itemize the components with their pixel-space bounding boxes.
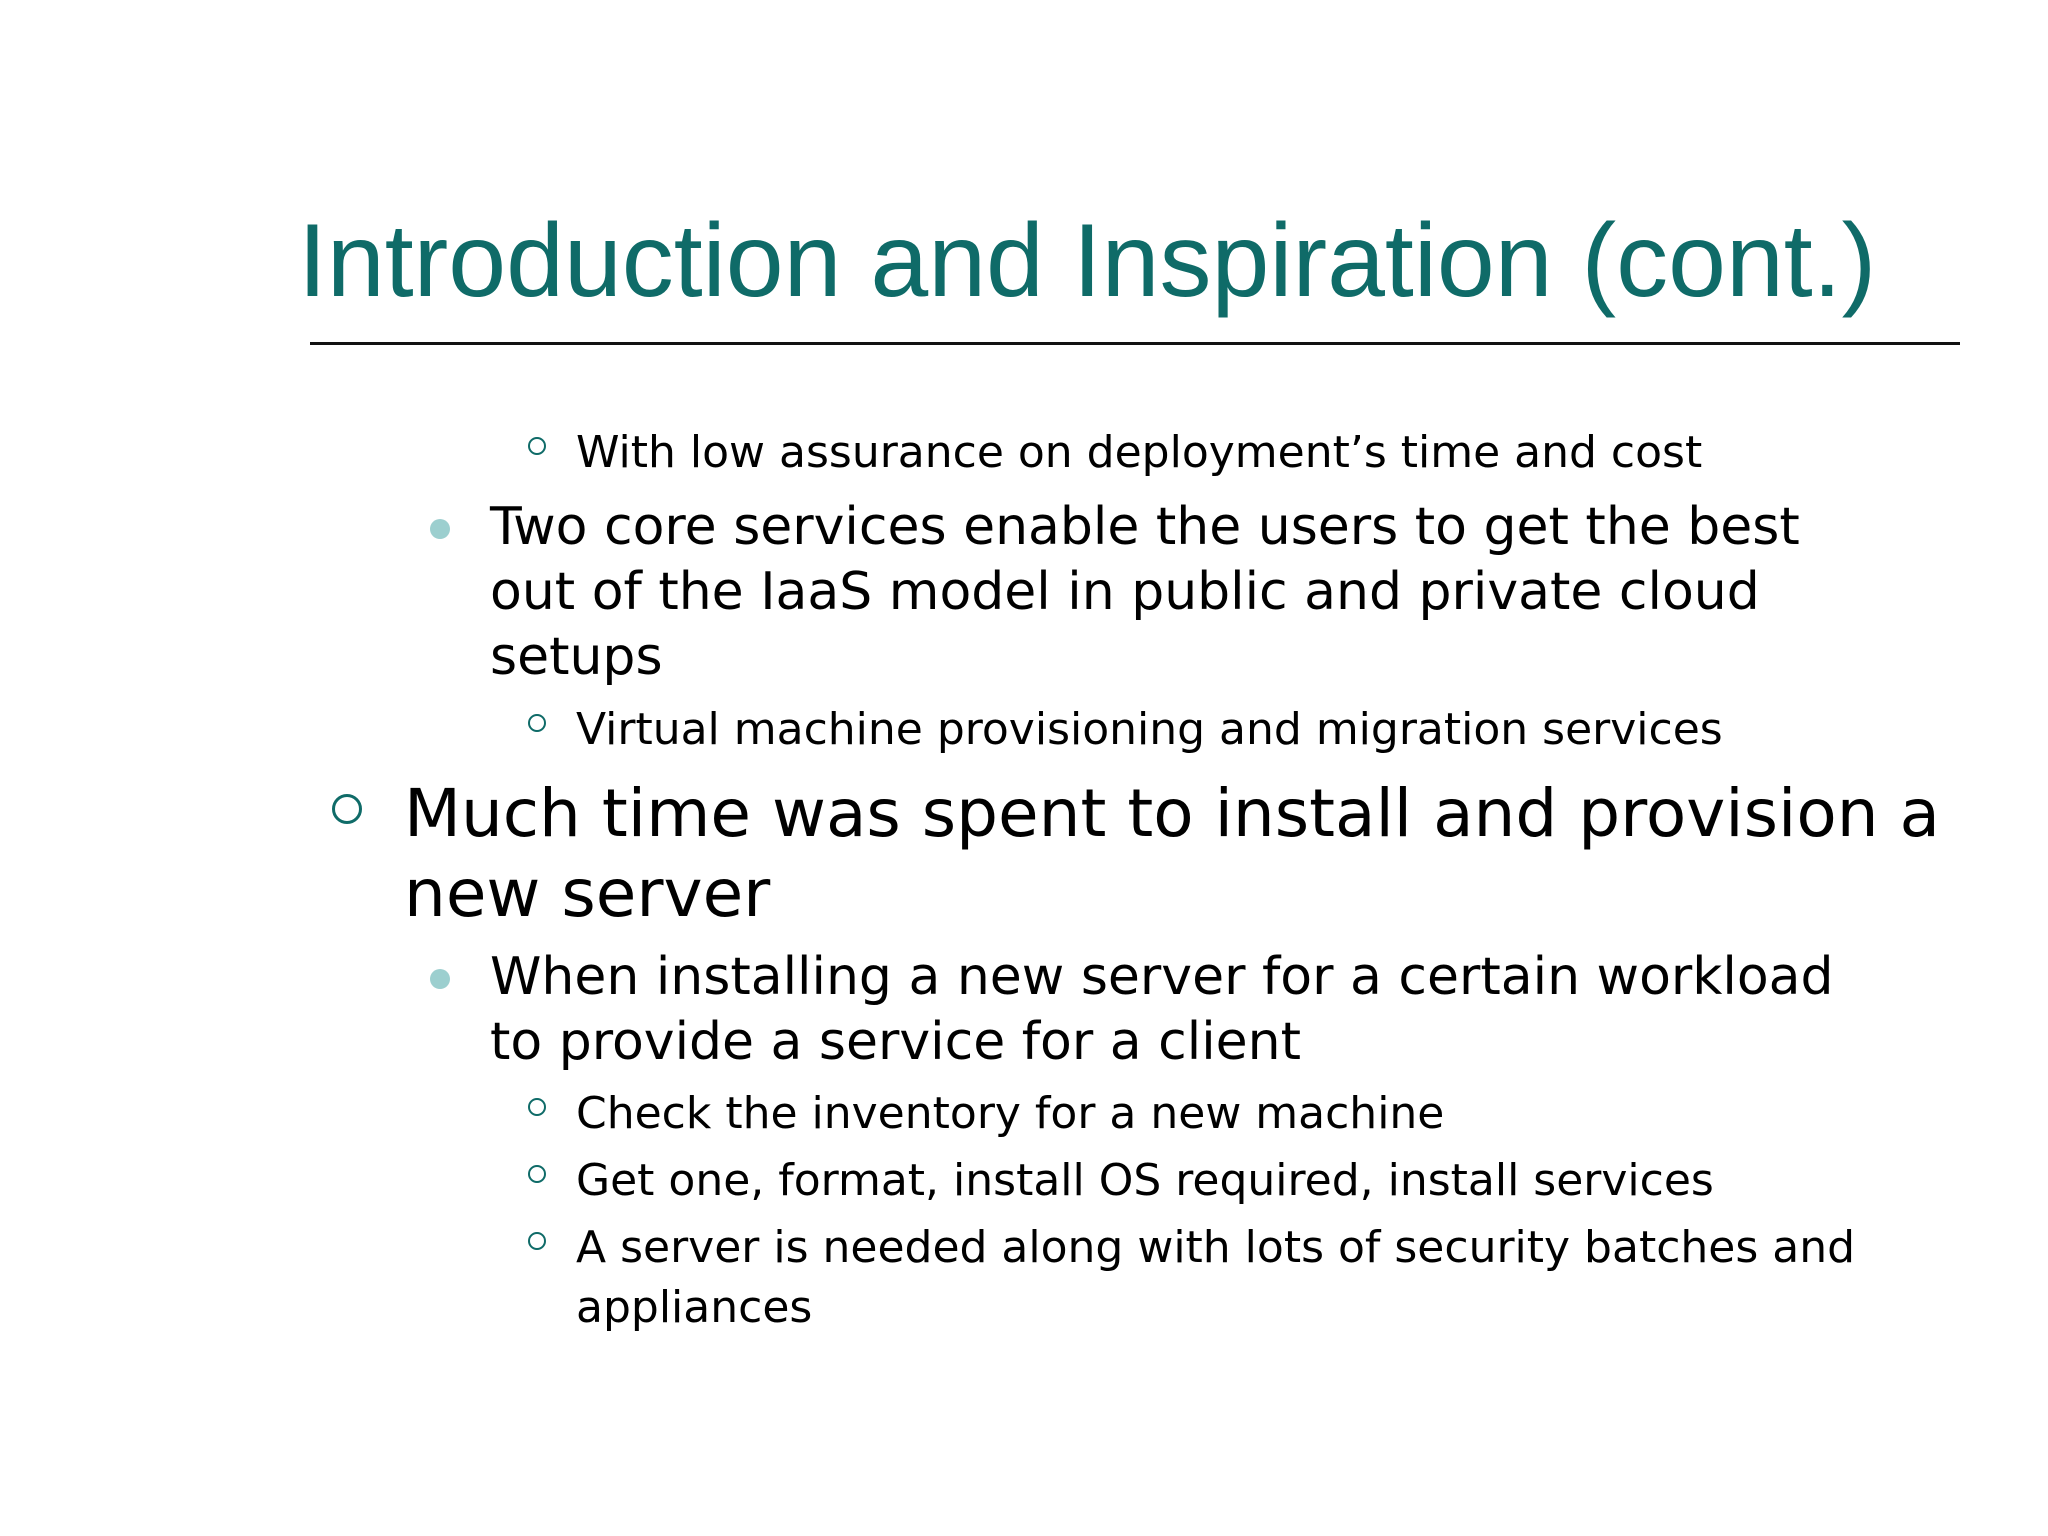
bullet-text-line: new server	[404, 855, 771, 932]
bullet-text: Virtual machine provisioning and migration services	[576, 704, 1723, 755]
sub-bullet-server-needed	[576, 1218, 1855, 1338]
title-divider	[310, 342, 1960, 345]
bullet-text: Get one, format, install OS required, install services	[576, 1155, 1714, 1206]
slide-title: Introduction and Inspiration (cont.)	[298, 203, 1877, 319]
bullet-text-line: to provide a service for a client	[490, 1012, 1301, 1072]
sub-bullet-get-one-format	[576, 1151, 1714, 1211]
bullet-text-line: Much time was spent to install and provision a	[404, 775, 1940, 852]
bullet-text: Check the inventory for a new machine	[576, 1088, 1445, 1139]
hollow-circle-bullet-icon	[528, 714, 546, 732]
bullet-text: With low assurance on deployment’s time and cost	[576, 427, 1703, 478]
bullet-installing-new-server	[490, 945, 1834, 1075]
bullet-text-line: setups	[490, 627, 663, 687]
bullet-text-line: A server is needed along with lots of security batches and	[576, 1222, 1856, 1273]
bullet-text-line: When installing a new server for a certain workload	[490, 947, 1834, 1007]
hollow-circle-bullet-icon	[528, 1232, 546, 1250]
dot-bullet-icon	[430, 519, 450, 539]
hollow-circle-bullet-icon	[332, 794, 362, 824]
bullet-two-core-services	[490, 495, 1800, 690]
bullet-text-line: Two core services enable the users to get the best	[490, 497, 1800, 557]
bullet-much-time-spent	[404, 774, 1940, 934]
sub-bullet-vm-provisioning	[576, 700, 1723, 760]
sub-bullet-low-assurance	[576, 423, 1702, 483]
hollow-circle-bullet-icon	[528, 1098, 546, 1116]
bullet-text-line: out of the IaaS model in public and private cloud	[490, 562, 1760, 622]
dot-bullet-icon	[430, 969, 450, 989]
sub-bullet-check-inventory	[576, 1084, 1444, 1144]
hollow-circle-bullet-icon	[528, 1165, 546, 1183]
hollow-circle-bullet-icon	[528, 437, 546, 455]
bullet-text-line: appliances	[576, 1282, 813, 1333]
